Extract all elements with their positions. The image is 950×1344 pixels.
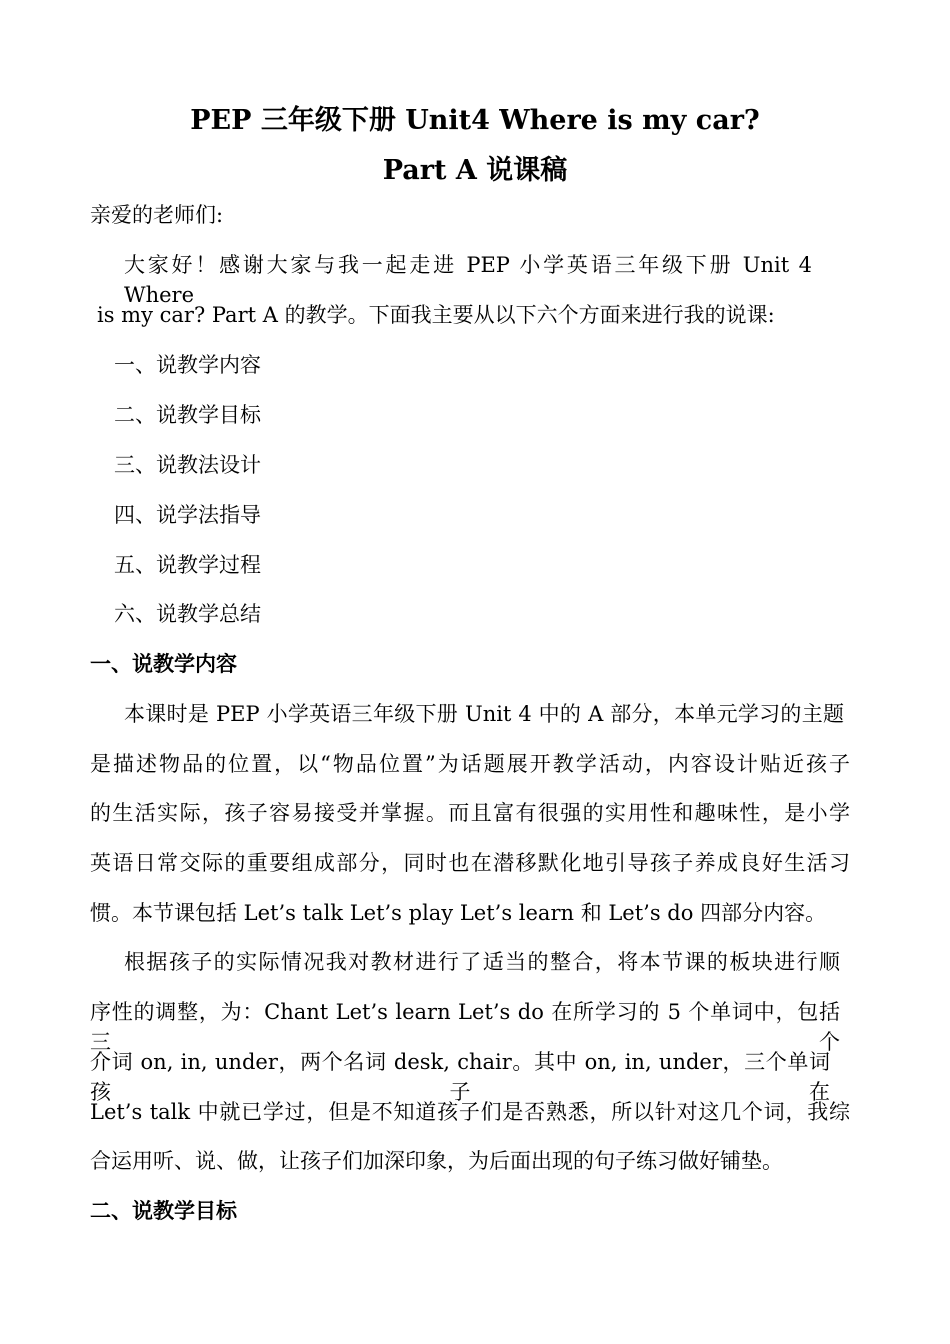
document-title: PEP 三年级下册 Unit4 Where is my car? — [190, 105, 760, 136]
paragraph-line: Let’s talk 中就已学过，但是不知道孩子们是否熟悉，所以针对这几个词，我综 — [90, 1100, 850, 1124]
paragraph-line: 的生活实际，孩子容易接受并掌握。而且富有很强的实用性和趣味性，是小学 — [90, 801, 850, 825]
paragraph-line: 根据孩子的实际情况我对教材进行了适当的整合，将本节课的板块进行顺 — [124, 950, 840, 974]
paragraph-line: 是描述物品的位置，以“物品位置”为话题展开教学活动，内容设计贴近孩子 — [90, 752, 850, 776]
paragraph-line: 惯。本节课包括 Let’s talk Let’s play Let’s learn 和 Let’s do 四部分内容。 — [90, 901, 827, 925]
outline-item: 五、说教学过程 — [114, 553, 261, 577]
outline-item: 四、说学法指导 — [114, 503, 261, 527]
document-subtitle: Part A 说课稿 — [382, 155, 568, 186]
section-heading: 二、说教学目标 — [90, 1198, 237, 1223]
paragraph-line: 本课时是 PEP 小学英语三年级下册 Unit 4 中的 A 部分，本单元学习的主题 — [124, 702, 844, 726]
outline-item: 六、说教学总结 — [114, 602, 261, 626]
greeting: 亲爱的老师们: — [90, 203, 224, 227]
intro-line-2: is my car? Part A 的教学。下面我主要从以下六个方面来进行我的说课: — [97, 303, 775, 327]
outline-item: 二、说教学目标 — [114, 403, 261, 427]
paragraph-line: 合运用听、说、做，让孩子们加深印象，为后面出现的句子练习做好铺垫。 — [90, 1149, 783, 1173]
paragraph-line: 序性的调整，为：Chant Let’s learn Let’s do 在所学习的 5 个单词中，包括三个 — [90, 1000, 840, 1054]
outline-item: 三、说教法设计 — [114, 453, 261, 477]
paragraph-line: 介词 on, in, under，两个名词 desk, chair。其中 on, in, under，三个单词孩子在 — [90, 1050, 830, 1104]
paragraph-line: 英语日常交际的重要组成部分，同时也在潜移默化地引导孩子养成良好生活习 — [90, 851, 850, 875]
outline-item: 一、说教学内容 — [114, 353, 261, 377]
intro-line-1: 大家好！感谢大家与我一起走进 PEP 小学英语三年级下册 Unit 4 Where — [124, 253, 812, 307]
section-heading: 一、说教学内容 — [90, 651, 237, 676]
